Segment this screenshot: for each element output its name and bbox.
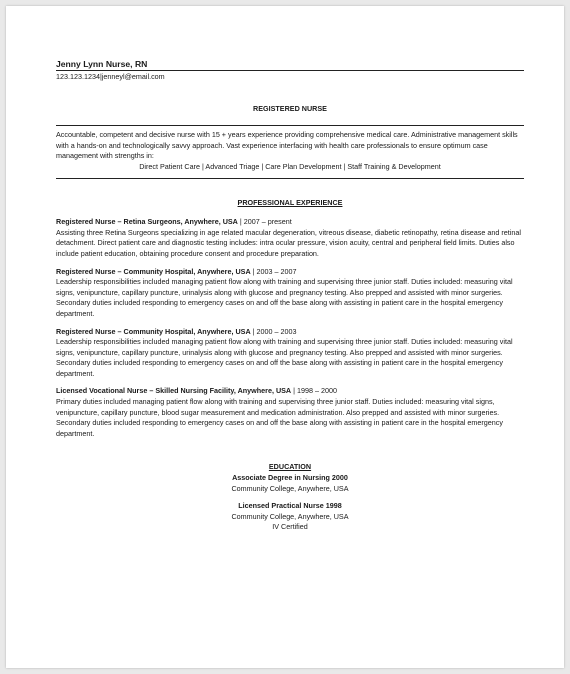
job-description: Primary duties included managing patient flow along with training and supervising three junior staff. Duties included: measuring vital signs, venipuncture, capillary puncture, blood sugar measurement and medication administration. Also prepped and assisted with minor surgeries. Secondary duties included responding to emergency cases on and off the base along with assisting in patient care in the hospital emergency department. xyxy=(56,397,503,438)
job-header xyxy=(56,217,524,228)
job-header xyxy=(56,327,524,338)
contact-info: 123.123.1234|jenneyl@email.com xyxy=(56,72,165,81)
education-spacer xyxy=(56,494,524,501)
skills-line: Direct Patient Care | Advanced Triage | Care Plan Development | Staff Training & Development xyxy=(139,161,441,171)
job-entry xyxy=(56,386,524,439)
header-divider xyxy=(56,70,524,71)
job-description: Leadership responsibilities included managing patient flow along with training and supervising three junior staff. Duties included: measuring vital signs, venipuncture, capillary puncture, urinalysis along with glucose and pregnancy testing. Also prepped and assisted with minor surgeries. Secondary duties included responding to emergency cases on and off the base along with assisting in patient care in the hospital emergency department. xyxy=(56,337,513,378)
education-school: Community College, Anywhere, USA xyxy=(231,511,349,521)
candidate-name: Jenny Lynn Nurse, RN xyxy=(56,59,148,69)
resume-page xyxy=(6,6,564,668)
job-description: Leadership responsibilities included managing patient flow along with training and supervising three junior staff. Duties included: measuring vital signs, venipuncture, capillary puncture, urinalysis along with glucose and pregnancy testing. Also prepped and assisted with minor surgeries. Secondary duties included responding to emergency cases on and off the base along with assisting in patient care in the hospital emergency department. xyxy=(56,277,513,318)
job-entry xyxy=(56,327,524,380)
education-degree: Associate Degree in Nursing 2000 xyxy=(232,473,348,483)
job-title: Registered Nurse – Retina Surgeons, Anywhere, USA xyxy=(56,217,238,227)
education-heading: EDUCATION xyxy=(268,462,312,472)
job-dates: | 2000 – 2003 xyxy=(250,326,297,336)
job-title: Licensed Vocational Nurse – Skilled Nursing Facility, Anywhere, USA xyxy=(56,386,292,396)
summary-divider xyxy=(56,178,524,179)
education-entry xyxy=(56,473,524,494)
job-description: Assisting three Retina Surgeons specializing in age related macular degeneration, vitreous disease, diabetic retinopathy, retina disease and retinal detachment. Direct patient care and diagnostic testing includes: intra ocular pressure, vision acuity, central and peripheral field limits. Duties also include patient education, obtaining procedure consent and procedure preparation. xyxy=(56,227,521,258)
job-dates: | 1998 – 2000 xyxy=(291,386,337,396)
resume-title: REGISTERED NURSE xyxy=(253,103,327,113)
job-title: Registered Nurse – Community Hospital, Anywhere, USA xyxy=(56,266,251,276)
experience-heading: PROFESSIONAL EXPERIENCE xyxy=(237,197,343,207)
job-header xyxy=(56,267,524,278)
education-degree: Licensed Practical Nurse 1998 xyxy=(238,501,342,511)
resume-content xyxy=(56,58,524,533)
job-header xyxy=(56,386,524,397)
job-entry xyxy=(56,217,524,259)
summary-paragraph: Accountable, competent and decisive nurse with 15 + years experience providing comprehensive medical care. Administrative management skills with a hands-on and technologically savvy approach. Vast experience interfacing with health care professionals to ensure optimum case management with strengths in: xyxy=(56,130,518,161)
job-title: Registered Nurse – Community Hospital, Anywhere, USA xyxy=(56,326,251,336)
education-note: IV Certified xyxy=(272,522,308,532)
job-entry xyxy=(56,267,524,320)
education-school: Community College, Anywhere, USA xyxy=(231,483,349,493)
job-dates: | 2007 – present xyxy=(237,217,292,227)
title-divider xyxy=(56,125,524,126)
job-dates: | 2003 – 2007 xyxy=(250,266,297,276)
education-entry xyxy=(56,501,524,533)
